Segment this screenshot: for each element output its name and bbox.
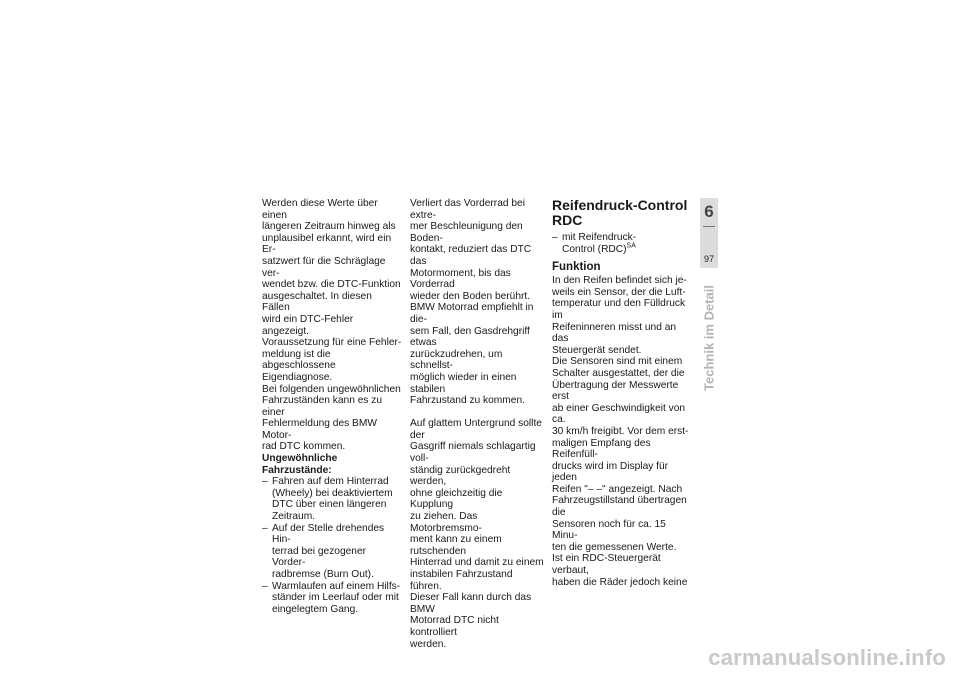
page-number: 97: [703, 254, 714, 264]
chapter-number: 6: [704, 202, 714, 221]
section-title: Reifendruck-Control RDC: [552, 197, 688, 228]
list-heading: Ungewöhnliche Fahrzustände:: [262, 453, 338, 476]
divider: [703, 226, 715, 227]
list-item: – Warmlaufen auf einem Hilfs- ständer im Leerlauf oder mit eingelegtem Gang.: [262, 581, 402, 616]
list-item: – Fahren auf dem Hinterrad (Wheely) bei deaktiviertem DTC über einen längeren Zeitraum.: [262, 476, 402, 522]
watermark: carmanualsonline.info: [708, 645, 946, 670]
equipment-list: [552, 232, 692, 255]
subsection-title: Funktion: [552, 261, 601, 274]
paragraph: In den Reifen befindet sich je- weils ein Sensor, der die Luft- temperatur und den Fülldruck im Reifeninneren misst und an das Steuergerät sendet.: [552, 275, 687, 356]
text-column-3: [552, 198, 692, 588]
paragraph: Die Sensoren sind mit einem Schalter ausgestattet, der die Übertragung der Messwerte erst ab einer Geschwindigkeit von ca. 30 km/h freigibt. Vor dem erst- maligen Empfang des Reifenfüll- drucks wird im Display für jeden Reifen "– –" angezeigt. Nach Fahrzeugstillstand übertragen die Sensoren noch für ca. 15 Minu- ten die gemessenen Werte.: [552, 356, 689, 553]
paragraph-spacer: [410, 407, 546, 419]
paragraph: Ist ein RDC-Steuergerät verbaut, haben die Räder jedoch keine: [552, 553, 688, 588]
paragraph: Auf glattem Untergrund sollte der Gasgriff niemals schlagartig voll- ständig zurückgedreht werden, ohne gleichzeitig die Kupplung zu ziehen. Das Motorbremsmo- ment kann zu einem rutschenden Hinterrad und damit zu einem instabilen Fahrzustand führen. Dieser Fall kann durch das BMW Motorrad DTC nicht kontrolliert werden.: [410, 418, 544, 650]
paragraph: Bei folgenden ungewöhnlichen Fahrzuständen kann es zu einer Fehlermeldung des BMW Motor- rad DTC kommen.: [262, 383, 401, 453]
text-column-2: [410, 198, 546, 650]
paragraph: Werden diese Werte über einen längeren Zeitraum hinweg als unplausibel erkannt, wird ein Er- satzwert für die Schräglage ver- wendet bzw. die DTC-Funktion ausgeschaltet. In diesen Fällen wird ein DTC-Fehler angezeigt. Voraussetzung für eine Fehler- meldung ist die abgeschlossene Eigendiagnose.: [262, 198, 402, 383]
chapter-title: Technik im Detail: [701, 285, 717, 391]
list-item: – mit Reifendruck- Control (RDC)$^{SA}$: [552, 232, 692, 255]
text-column-1: [262, 198, 402, 615]
list-item: – Auf der Stelle drehendes Hin- terrad bei gezogener Vorder- radbremse (Burn Out).: [262, 523, 402, 581]
chapter-tab: [700, 198, 718, 268]
paragraph: BMW Motorrad empfiehlt in die- sem Fall, den Gasdrehgriff etwas zurückzudrehen, um schnellst- möglich wieder in einen stabilen Fahrzustand zu kommen.: [410, 302, 534, 407]
option-superscript: SA: [626, 242, 636, 250]
paragraph: Verliert das Vorderrad bei extre- mer Beschleunigung den Boden- kontakt, reduziert das DTC das Motormoment, bis das Vorderrad wieder den Boden berührt.: [410, 198, 532, 302]
condition-list: [262, 476, 402, 615]
